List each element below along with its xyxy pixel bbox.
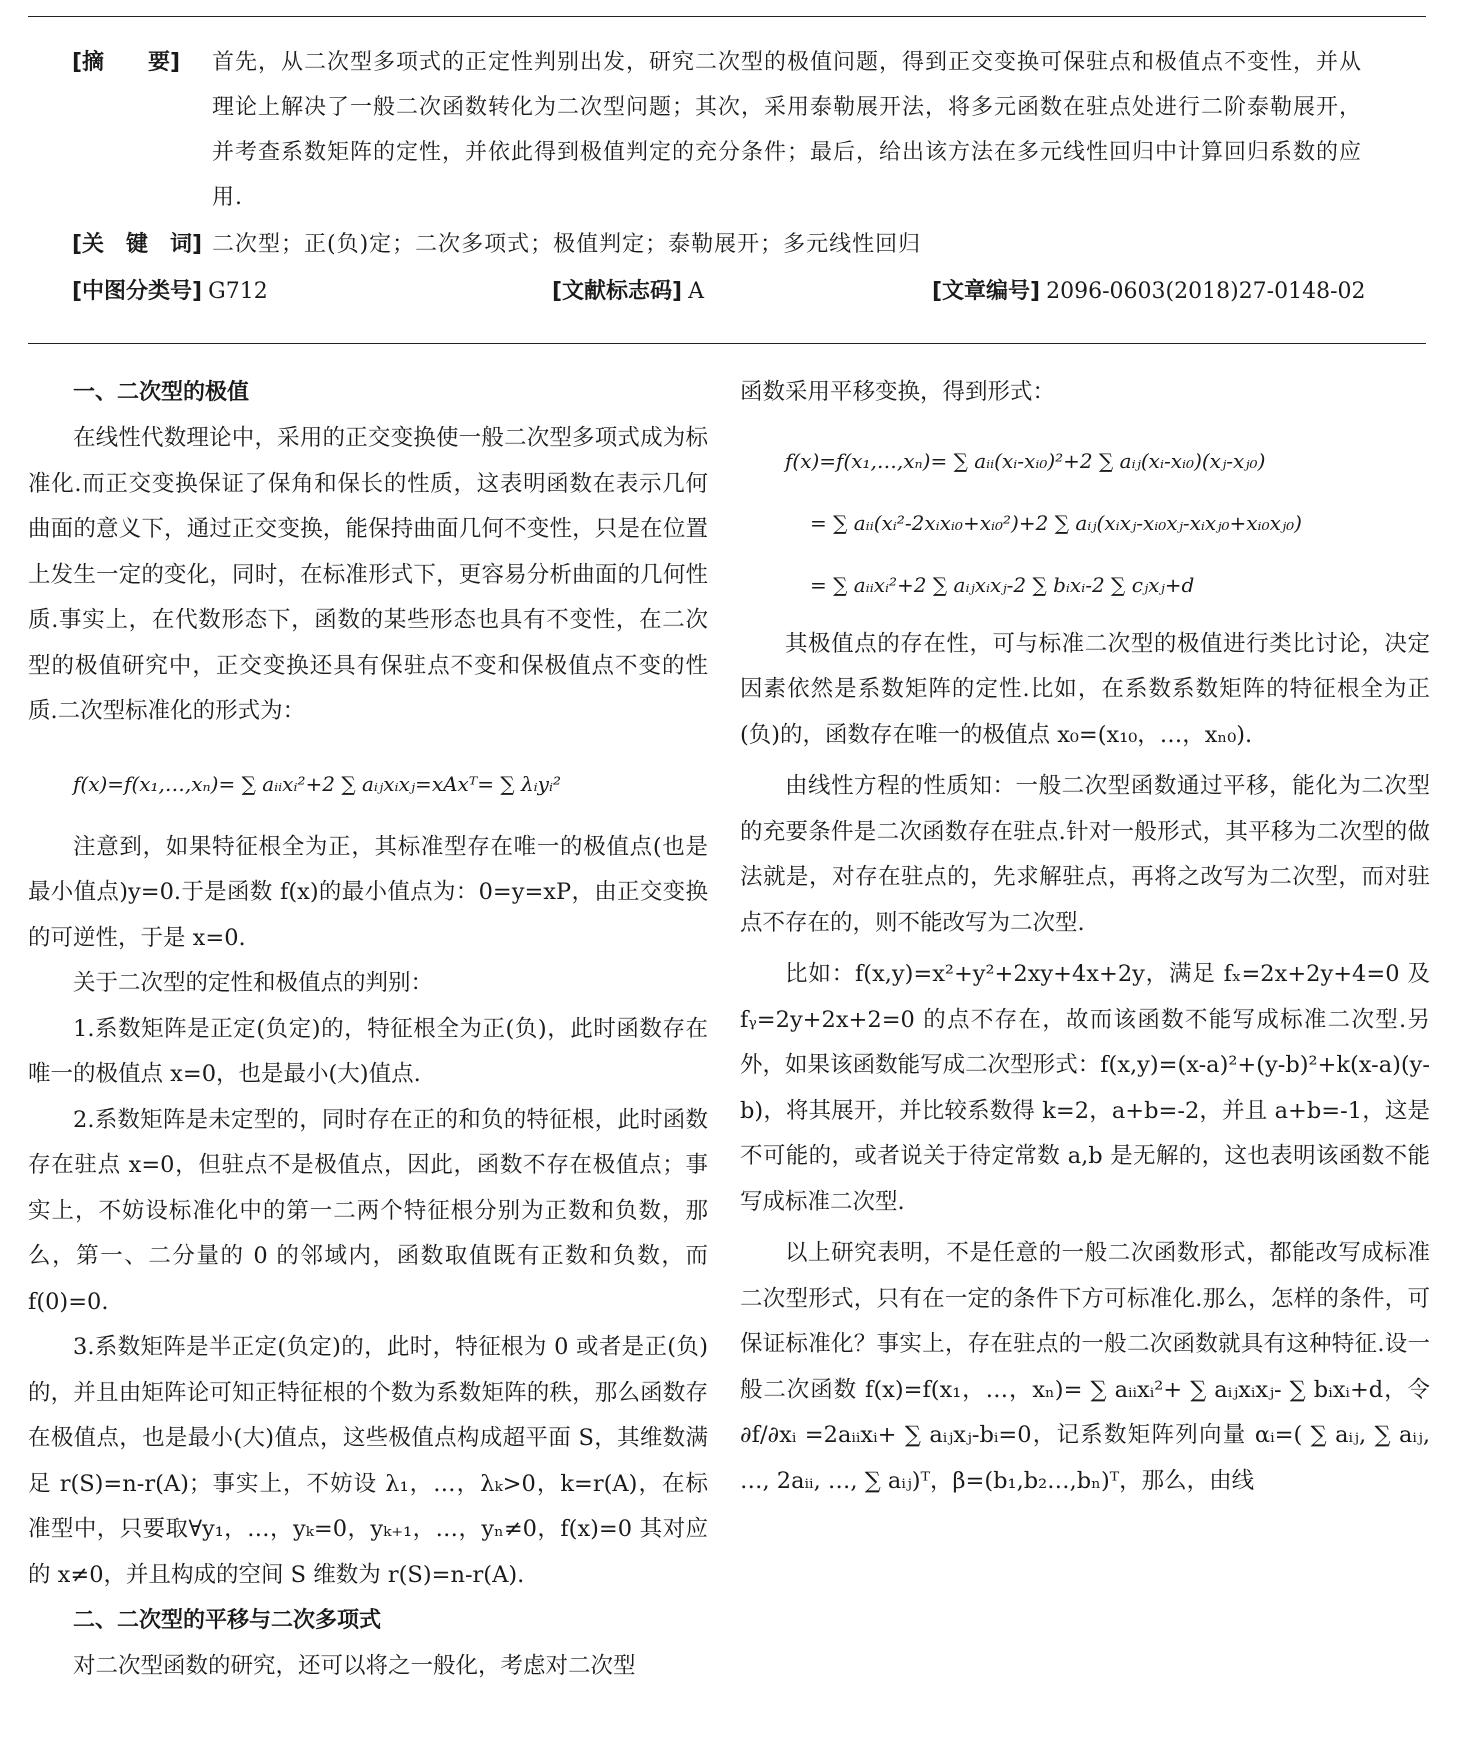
top-rule xyxy=(28,16,1426,17)
article-no-value: 2096-0603(2018)27-0148-02 xyxy=(1046,279,1366,304)
article-no-label: [文章编号] xyxy=(932,279,1041,304)
keywords-row xyxy=(72,222,1372,267)
paragraph: 注意到，如果特征根全为正，其标准型存在唯一的极值点(也是最小值点)y=0.于是函数 f(x)的最小值点为：0=y=xP，由正交变换的可逆性，于是 x=0. xyxy=(28,833,708,951)
paragraph: 在线性代数理论中，采用的正交变换使一般二次型多项式成为标准化.而正交变换保证了保角和保长的性质，这表明函数在表示几何曲面的意义下，通过正交变换，能保持曲面几何不变性，只是在位置上发生一定的变化，同时，在标准形式下，更容易分析曲面的几何性质.事实上，在代数形态下，函数的某些形态也具有不变性，在二次型的极值研究中，正交变换还具有保驻点不变和保极值点不变的性质.二次型标准化的形式为： xyxy=(28,425,708,724)
classification-row xyxy=(72,269,1372,314)
abstract-label: [摘 要] xyxy=(72,50,181,75)
equation-collected: = ∑ aᵢᵢxᵢ²+2 ∑ aᵢⱼxᵢxⱼ-2 ∑ bᵢxᵢ-2 ∑ cⱼxⱼ+d xyxy=(810,572,1195,597)
clc-cell xyxy=(72,269,552,314)
paragraph: 其极值点的存在性，可与标准二次型的极值进行类比讨论，决定因素依然是系数矩阵的定性.比如，在系数系数矩阵的特征根全为正(负)的，函数存在唯一的极值点 x₀=(x₁₀，…，xₙ₀). xyxy=(740,630,1430,748)
doc-code-label: [文献标志码] xyxy=(552,279,683,304)
keywords-text: 二次型；正(负)定；二次多项式；极值判定；泰勒展开；多元线性回归 xyxy=(212,232,922,257)
paragraph: 对二次型函数的研究，还可以将之一般化，考虑对二次型 xyxy=(73,1653,636,1679)
doc-code-cell xyxy=(552,269,932,314)
paragraph: 由线性方程的性质知：一般二次型函数通过平移，能化为二次型的充要条件是二次函数存在驻点.针对一般形式，其平移为二次型的做法就是，对存在驻点的，先求解驻点，再将之改写为二次型，而对驻点不存在的，则不能改写为二次型. xyxy=(740,773,1430,936)
paragraph: 关于二次型的定性和极值点的判别： xyxy=(73,970,434,996)
keywords-label: [关 键 词] xyxy=(72,232,203,257)
left-column xyxy=(28,370,708,1690)
equation-standard-form: f(x)=f(x₁,…,xₙ)= ∑ aᵢᵢxᵢ²+2 ∑ aᵢⱼxᵢxⱼ=xAxᵀ= ∑ λᵢyᵢ² xyxy=(73,771,562,796)
paragraph: 2.系数矩阵是未定型的，同时存在正的和负的特征根，此时函数存在驻点 x=0，但驻点不是极值点，因此，函数不存在极值点；事实上，不妨设标准化中的第一二两个特征根分别为正数和负数，那么，第一、二分量的 0 的邻域内，函数取值既有正数和负数，而 f(0)=0. xyxy=(28,1106,708,1315)
paragraph: 1.系数矩阵是正定(负定)的，特征根全为正(负)，此时函数存在唯一的极值点 x=0，也是最小(大)值点. xyxy=(28,1015,708,1087)
clc-label: [中图分类号] xyxy=(72,279,203,304)
section-heading-2: 二、二次型的平移与二次多项式 xyxy=(73,1608,382,1633)
paragraph: 以上研究表明，不是任意的一般二次函数形式，都能改写成标准二次型形式，只有在一定的条件下方可标准化.那么，怎样的条件，可保证标准化？事实上，存在驻点的一般二次函数就具有这种特征.设一般二次函数 f(x)=f(x₁，…，xₙ)= ∑ aᵢᵢxᵢ²+ ∑ aᵢⱼxᵢxⱼ- ∑ bᵢxᵢ+d，令 ∂f/∂xᵢ =2aᵢᵢxᵢ+ ∑ aᵢⱼxⱼ-bᵢ=0，记系数矩阵列向量 αᵢ=( ∑ aᵢⱼ, ∑ aᵢⱼ, …, 2aᵢᵢ, …, ∑ aᵢⱼ)ᵀ，β=(b₁,b₂…,bₙ)ᵀ，那么，由线 xyxy=(740,1240,1430,1494)
equation-translated-form: f(x)=f(x₁,…,xₙ)= ∑ aᵢᵢ(xᵢ-xᵢ₀)²+2 ∑ aᵢⱼ(xᵢ-xᵢ₀)(xⱼ-xⱼ₀) xyxy=(785,448,1266,473)
abstract-row xyxy=(72,40,1372,220)
clc-value: G712 xyxy=(208,279,268,304)
paragraph: 比如：f(x,y)=x²+y²+2xy+4x+2y，满足 fₓ=2x+2y+4=0 及 fᵧ=2y+2x+2=0 的点不存在，故而该函数不能写成标准二次型.另外，如果该函数能写成二次型形式：f(x,y)=(x-a)²+(y-b)²+k(x-a)(y-b)，将其展开，并比较系数得 k=2，a+b=-2，并且 a+b=-1，这是不可能的，或者说关于待定常数 a,b 是无解的，这也表明该函数不能写成标准二次型. xyxy=(740,961,1430,1215)
paragraph: 函数采用平移变换，得到形式： xyxy=(740,379,1056,405)
right-column xyxy=(740,370,1430,1504)
section-heading-1: 一、二次型的极值 xyxy=(73,380,250,405)
equation-expanded: = ∑ aᵢᵢ(xᵢ²-2xᵢxᵢ₀+xᵢ₀²)+2 ∑ aᵢⱼ(xᵢxⱼ-xᵢ₀xⱼ-xᵢxⱼ₀+xᵢ₀xⱼ₀) xyxy=(810,510,1302,535)
abstract-text: 首先，从二次型多项式的正定性判别出发，研究二次型的极值问题，得到正交变换可保驻点和极值点不变性，并从理论上解决了一般二次函数转化为二次型问题；其次，采用泰勒展开法，将多元函数在驻点处进行二阶泰勒展开，并考查系数矩阵的定性，并依此得到极值判定的充分条件；最后，给出该方法在多元线性回归中计算回归系数的应用. xyxy=(212,50,1363,210)
abstract-block xyxy=(72,40,1372,314)
separator-rule xyxy=(28,343,1426,344)
paragraph: 3.系数矩阵是半正定(负定)的，此时，特征根为 0 或者是正(负)的，并且由矩阵论可知正特征根的个数为系数矩阵的秩，那么函数存在极值点，也是最小(大)值点，这些极值点构成超平面 S，其维数满足 r(S)=n-r(A)；事实上，不妨设 λ₁，…，λₖ>0，k=r(A)，在标准型中，只要取∀y₁，…，yₖ=0，yₖ₊₁，…，yₙ≠0，f(x)=0 其对应的 x≠0，并且构成的空间 S 维数为 r(S)=n-r(A). xyxy=(28,1334,708,1588)
article-no-cell xyxy=(932,269,1366,314)
doc-code-value: A xyxy=(688,279,705,304)
